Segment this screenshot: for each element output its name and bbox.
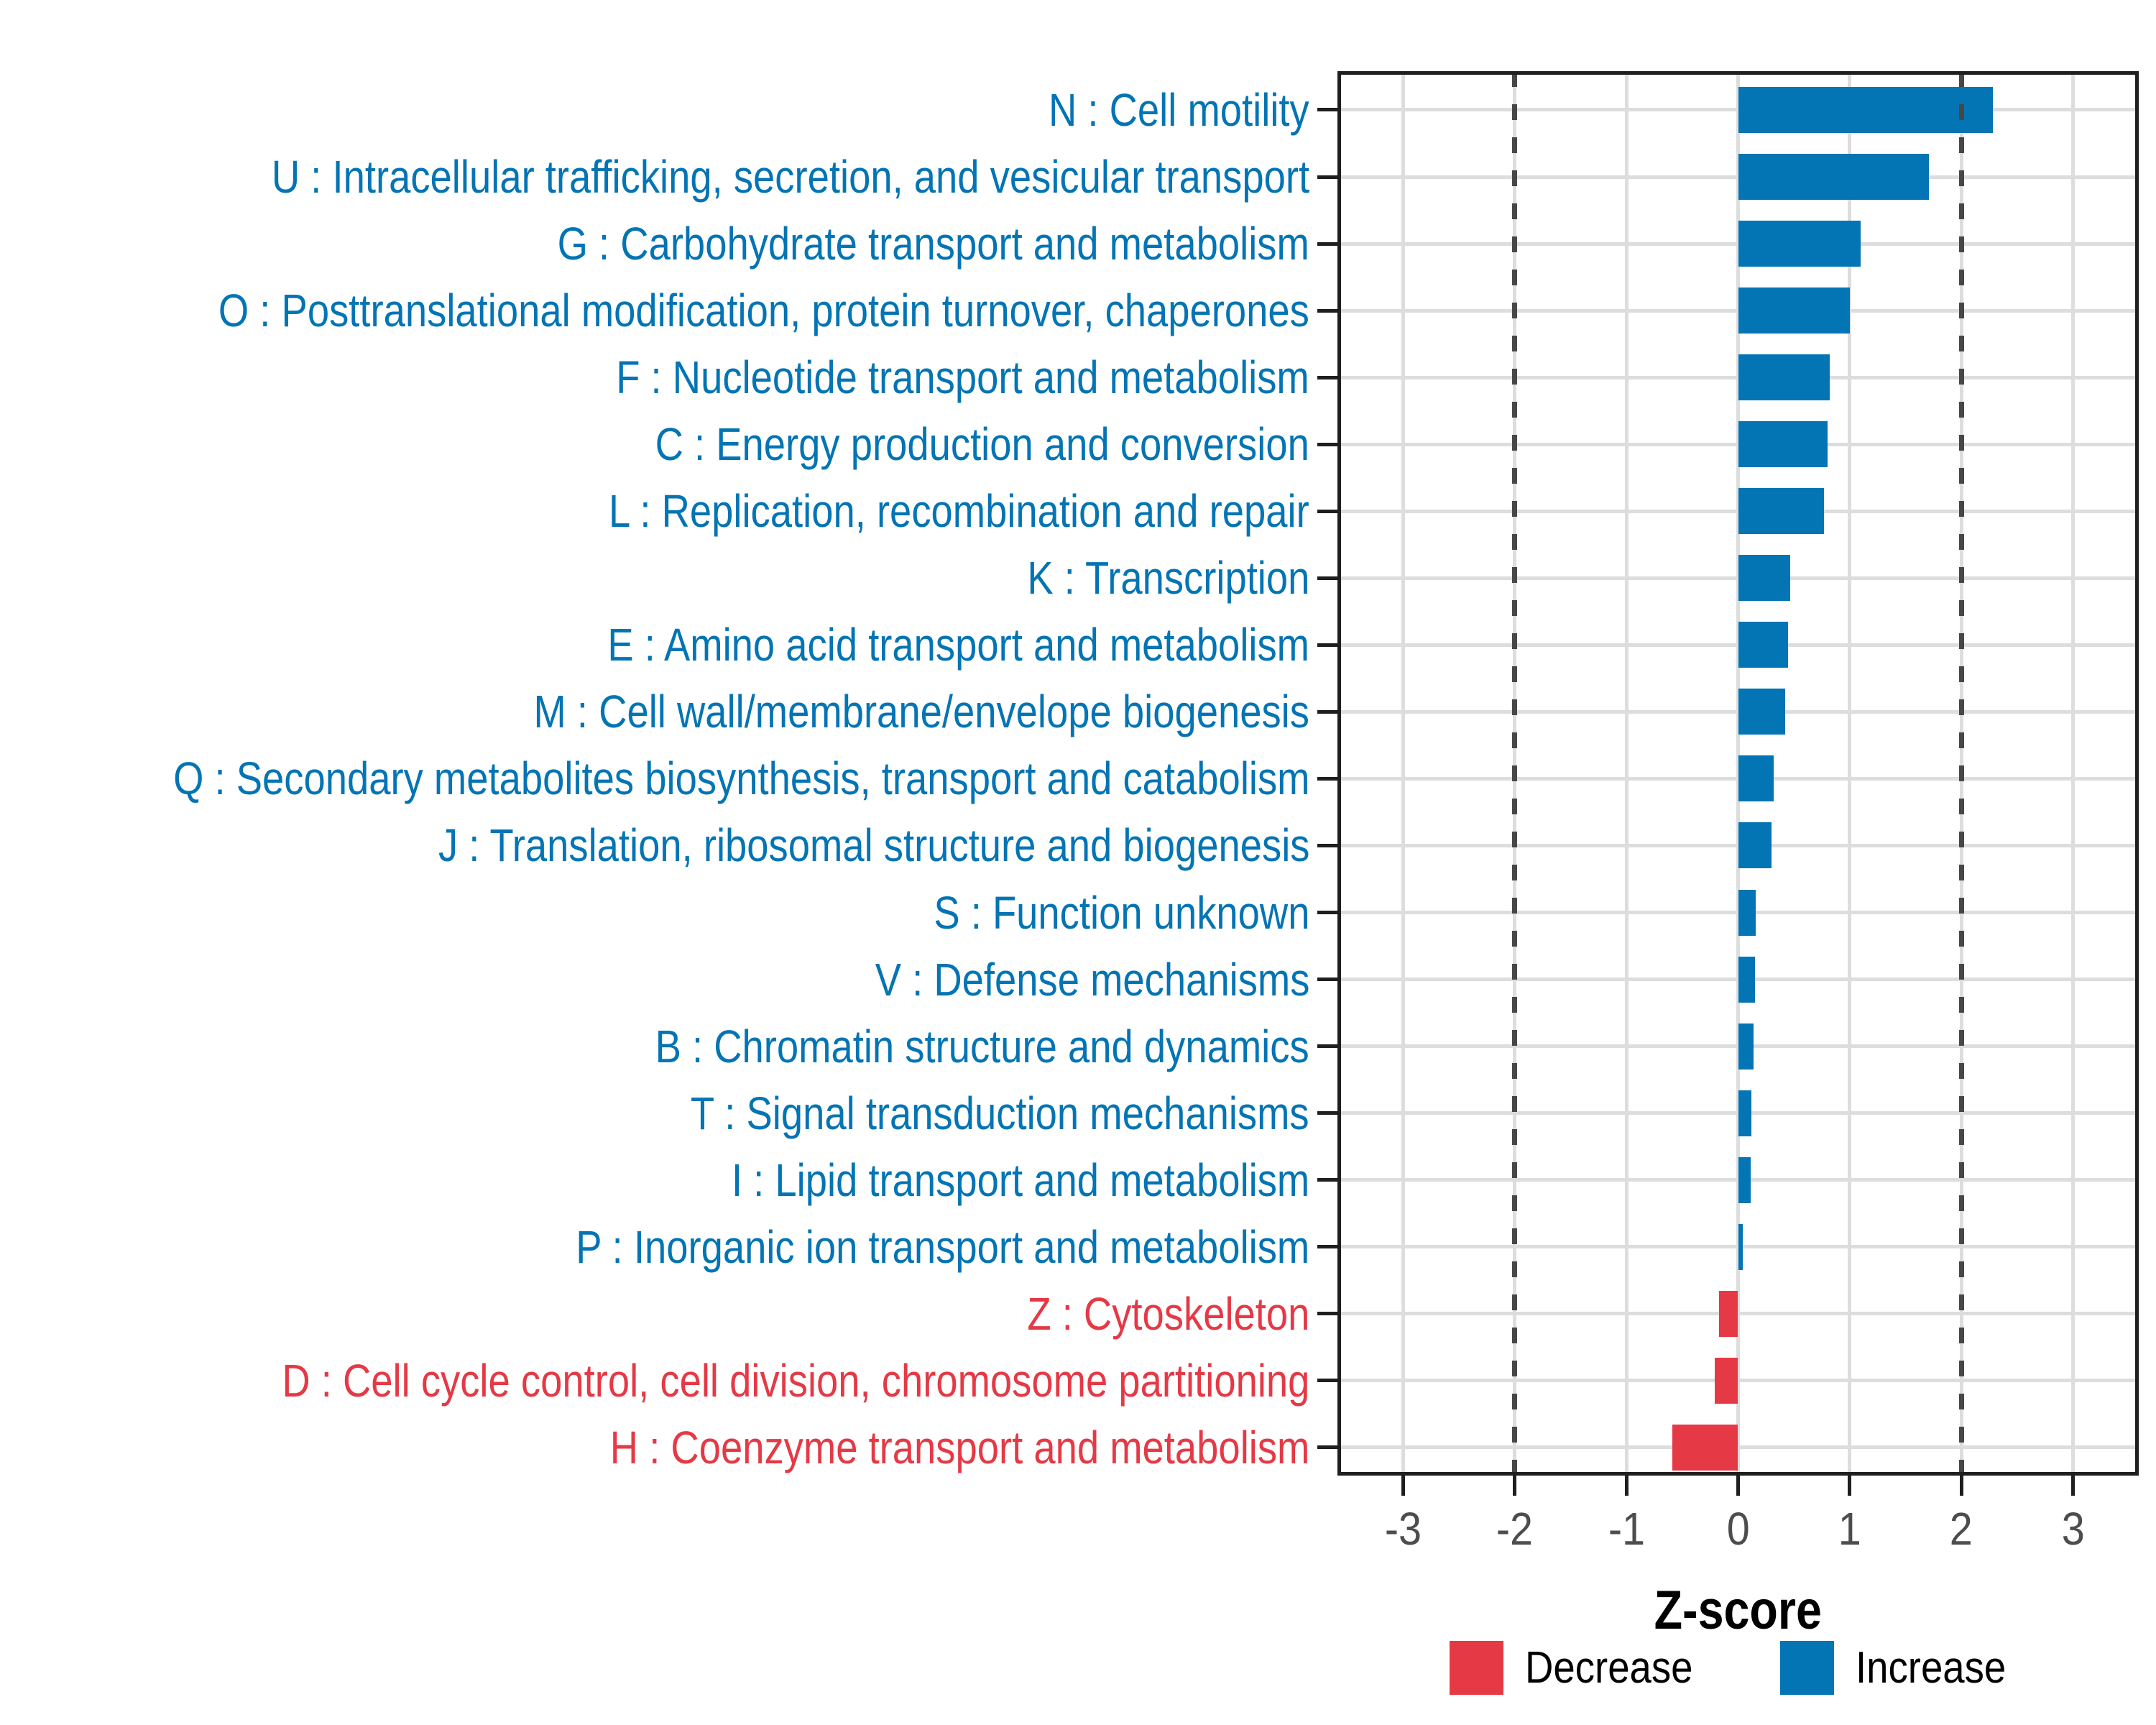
- decrease-swatch: [1450, 1641, 1503, 1695]
- category-label: [0, 812, 1309, 879]
- y-axis-tick: [1317, 978, 1337, 981]
- bar: [1738, 1090, 1752, 1136]
- x-tick-label: [1681, 1503, 1796, 1555]
- y-axis-tick: [1317, 1445, 1337, 1449]
- bar: [1672, 1425, 1738, 1471]
- category-label-text: B : Chromatin structure and dynamics: [655, 1020, 1309, 1072]
- x-axis-title-text: Z-score: [1654, 1580, 1823, 1641]
- vertical-gridline: [1401, 71, 1405, 1476]
- reference-line: [1512, 71, 1517, 1476]
- x-axis-tick: [1960, 1476, 1963, 1496]
- category-label: [0, 1146, 1309, 1213]
- category-label: [0, 545, 1309, 612]
- y-axis-tick: [1317, 911, 1337, 914]
- category-label: [0, 344, 1309, 411]
- bar: [1738, 1157, 1751, 1203]
- bar: [1738, 1024, 1754, 1070]
- x-tick-label: [1792, 1503, 1907, 1555]
- category-label: [0, 1414, 1309, 1481]
- y-axis-tick: [1317, 1379, 1337, 1382]
- y-axis-tick: [1317, 1178, 1337, 1182]
- bar: [1738, 1224, 1743, 1270]
- category-label-text: I : Lipid transport and metabolism: [731, 1154, 1309, 1206]
- legend: [1337, 1641, 2139, 1695]
- category-label-text: N : Cell motility: [1049, 83, 1309, 136]
- vertical-gridline: [1848, 71, 1851, 1476]
- x-tick-label-text: 1: [1838, 1503, 1861, 1555]
- category-label-text: H : Coenzyme transport and metabolism: [609, 1421, 1309, 1473]
- category-label: [0, 411, 1309, 478]
- y-axis-tick: [1317, 510, 1337, 513]
- y-axis-tick: [1317, 710, 1337, 714]
- bar: [1738, 87, 1993, 133]
- bar: [1738, 890, 1756, 936]
- category-label: [0, 211, 1309, 277]
- category-label-text: F : Nucleotide transport and metabolism: [616, 351, 1309, 404]
- y-axis-tick: [1317, 777, 1337, 781]
- category-label-text: T : Signal transduction mechanisms: [691, 1087, 1309, 1139]
- bar: [1738, 288, 1850, 334]
- x-tick-label-text: -2: [1496, 1503, 1534, 1555]
- y-axis-tick: [1317, 108, 1337, 111]
- x-axis-tick: [1625, 1476, 1628, 1496]
- x-axis-tick: [1736, 1476, 1740, 1496]
- x-axis-tick: [1513, 1476, 1516, 1496]
- reference-line: [1959, 71, 1964, 1476]
- bar: [1719, 1291, 1738, 1337]
- category-label: [0, 478, 1309, 545]
- bar: [1738, 488, 1825, 534]
- bar: [1738, 755, 1774, 801]
- bar: [1738, 421, 1828, 467]
- category-label: [0, 879, 1309, 946]
- y-axis-tick: [1317, 576, 1337, 580]
- x-tick-label-text: 2: [1950, 1503, 1973, 1555]
- y-axis-tick: [1317, 844, 1337, 847]
- category-label-text: U : Intracellular trafficking, secretion, and vesicular transport: [271, 151, 1309, 203]
- increase-swatch: [1780, 1641, 1834, 1695]
- category-label: [0, 946, 1309, 1013]
- x-axis-title: [1337, 1580, 2139, 1641]
- bar: [1738, 622, 1789, 668]
- x-tick-label: [1569, 1503, 1684, 1555]
- legend-label-increase: Increase: [1856, 1642, 2007, 1693]
- category-label-text: Q : Secondary metabolites biosynthesis, transport and catabolism: [172, 753, 1309, 805]
- category-label: [0, 277, 1309, 344]
- x-axis-tick: [1401, 1476, 1405, 1496]
- category-label: [0, 1280, 1309, 1347]
- y-axis-tick: [1317, 1312, 1337, 1315]
- x-tick-label-text: 3: [2061, 1503, 2085, 1555]
- category-label: [0, 745, 1309, 812]
- category-label-text: C : Energy production and conversion: [655, 418, 1309, 471]
- category-label: [0, 612, 1309, 678]
- y-axis-tick: [1317, 443, 1337, 446]
- category-label: [0, 143, 1309, 210]
- horizontal-gridline: [1337, 1379, 2139, 1382]
- bar: [1715, 1358, 1738, 1404]
- legend-item-increase: [1780, 1641, 2027, 1695]
- y-axis-tick: [1317, 376, 1337, 380]
- x-tick-label: [1457, 1503, 1572, 1555]
- category-label-text: J : Translation, ribosomal structure and biogenesis: [438, 819, 1309, 872]
- bar: [1738, 957, 1755, 1003]
- category-label-text: V : Defense mechanisms: [875, 953, 1309, 1006]
- category-label-text: L : Replication, recombination and repair: [609, 485, 1309, 538]
- category-label-text: Z : Cytoskeleton: [1026, 1287, 1309, 1340]
- y-axis-tick: [1317, 1044, 1337, 1048]
- y-axis-tick: [1317, 1111, 1337, 1115]
- bar: [1738, 354, 1830, 400]
- category-label-text: M : Cell wall/membrane/envelope biogenesis: [533, 686, 1309, 738]
- category-label-text: P : Inorganic ion transport and metabolism: [575, 1220, 1309, 1273]
- horizontal-gridline: [1337, 1445, 2139, 1449]
- bar: [1738, 555, 1791, 601]
- y-axis-tick: [1317, 1245, 1337, 1248]
- category-label-text: K : Transcription: [1026, 552, 1309, 604]
- x-axis-tick: [2071, 1476, 2075, 1496]
- x-tick-label: [1904, 1503, 2019, 1555]
- x-tick-label-text: 0: [1726, 1503, 1750, 1555]
- category-label: [0, 1213, 1309, 1280]
- horizontal-gridline: [1337, 1312, 2139, 1315]
- x-axis-tick: [1848, 1476, 1851, 1496]
- bar: [1738, 822, 1772, 868]
- category-label: [0, 678, 1309, 745]
- category-label: [0, 1013, 1309, 1080]
- category-label-text: S : Function unknown: [933, 886, 1309, 939]
- x-tick-label-text: -1: [1608, 1503, 1645, 1555]
- bar: [1738, 154, 1930, 200]
- category-label-text: E : Amino acid transport and metabolism: [607, 619, 1309, 671]
- category-label-text: O : Posttranslational modification, protein turnover, chaperones: [218, 285, 1309, 337]
- x-tick-label-text: -3: [1385, 1503, 1422, 1555]
- category-label-text: G : Carbohydrate transport and metabolism: [557, 218, 1309, 270]
- category-label: [0, 1347, 1309, 1414]
- vertical-gridline: [2071, 71, 2075, 1476]
- bar: [1738, 221, 1861, 267]
- y-axis-tick: [1317, 242, 1337, 246]
- category-label-text: D : Cell cycle control, cell division, chromosome partitioning: [281, 1354, 1309, 1407]
- bar: [1738, 689, 1785, 735]
- y-axis-tick: [1317, 175, 1337, 179]
- vertical-gridline: [1625, 71, 1628, 1476]
- legend-item-decrease: [1450, 1641, 1715, 1695]
- y-axis-tick: [1317, 643, 1337, 647]
- legend-label-decrease: Decrease: [1524, 1642, 1693, 1693]
- x-tick-label: [2015, 1503, 2130, 1555]
- x-tick-label: [1346, 1503, 1461, 1555]
- y-axis-tick: [1317, 309, 1337, 313]
- category-label: [0, 76, 1309, 143]
- category-label: [0, 1080, 1309, 1146]
